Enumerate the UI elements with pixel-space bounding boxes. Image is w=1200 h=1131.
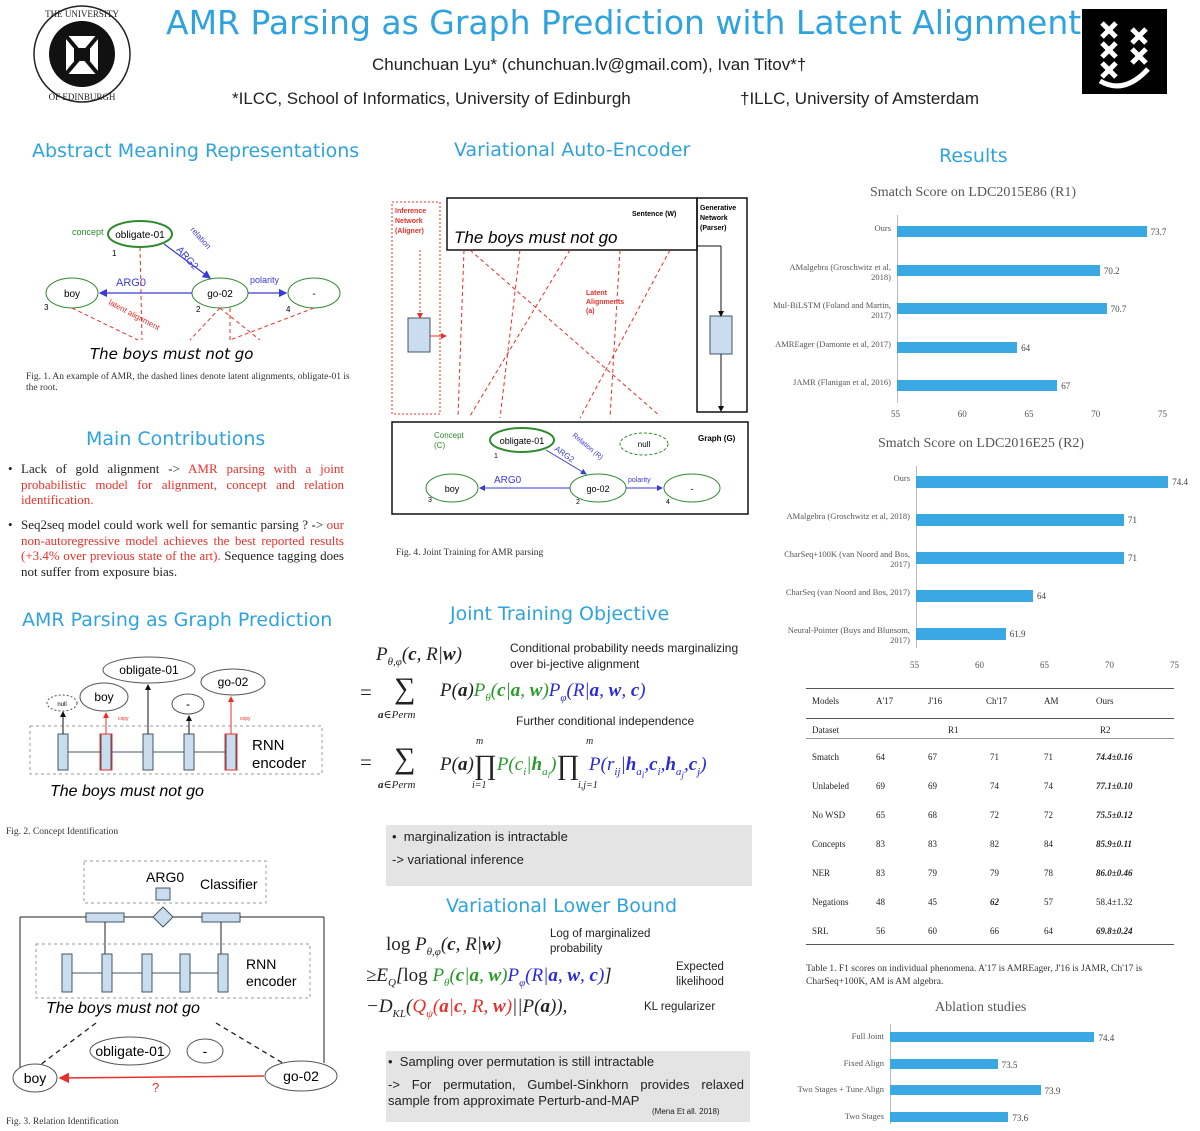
table-cell: 69 xyxy=(876,781,885,791)
amr-sentence: The boys must not go xyxy=(90,345,254,363)
table-cell: 72 xyxy=(1044,810,1053,820)
node-go: go-02 xyxy=(207,289,233,300)
svg-text:The boys must not go: The boys must not go xyxy=(454,228,618,247)
bar-value: 73.6 xyxy=(1012,1112,1029,1123)
chart2-bars xyxy=(770,466,1190,676)
svg-text:1: 1 xyxy=(494,453,498,460)
bar-value: 64 xyxy=(1021,342,1031,353)
x-tick-label: 65 xyxy=(1040,660,1049,670)
fig4-caption: Fig. 4. Joint Training for AMR parsing xyxy=(396,548,544,558)
chart1-bars xyxy=(770,215,1170,425)
table-cell: 77.1±0.10 xyxy=(1096,781,1133,791)
bar xyxy=(897,342,1017,353)
svg-text:boy: boy xyxy=(444,484,460,494)
svg-text:4: 4 xyxy=(666,499,670,506)
bar-label: AMalgebra (Groschwitz et al, 2018) xyxy=(789,261,891,282)
table-cell: 75.5±0.12 xyxy=(1096,810,1133,820)
table-cell: 62 xyxy=(990,897,999,907)
svg-text:relation: relation xyxy=(188,225,213,251)
svg-text:2: 2 xyxy=(196,305,201,314)
bar-label: Fixed Align xyxy=(843,1057,884,1068)
svg-text:Latent: Latent xyxy=(586,290,607,297)
x-tick-label: 55 xyxy=(910,660,919,670)
bar-label: Full Joint xyxy=(851,1031,884,1041)
bar xyxy=(890,1059,998,1069)
table-cell: 58.4±1.32 xyxy=(1096,897,1133,907)
chart1-title: Smatch Score on LDC2015E86 (R1) xyxy=(870,185,1077,200)
svg-text:Network: Network xyxy=(395,218,423,225)
vae-title: Variational Auto-Encoder xyxy=(454,139,691,161)
bar xyxy=(897,265,1100,276)
bar-label: Ours xyxy=(893,473,910,483)
bar-value: 70.2 xyxy=(1103,265,1120,276)
bar-label: Neural-Pointer (Buys and Blunsom, 2017) xyxy=(787,625,910,645)
svg-text:polarity: polarity xyxy=(250,275,280,285)
bar-label: AMREager (Damonte et al, 2017) xyxy=(775,338,891,349)
bar-value: 71 xyxy=(1128,553,1137,563)
bar-label: Ours xyxy=(874,223,891,233)
svg-text:Network: Network xyxy=(700,215,728,222)
svg-text:copy: copy xyxy=(118,716,129,722)
bar-label: Mul-BiLSTM (Foland and Martin, 2017) xyxy=(772,300,891,320)
svg-text:(Aligner): (Aligner) xyxy=(395,228,424,235)
authors: Chunchuan Lyu* (chunchuan.lv@gmail.com), Ivan Titov*† xyxy=(372,55,807,74)
svg-text:latent alignment: latent alignment xyxy=(107,297,162,333)
joint-objective-title: Joint Training Objective xyxy=(450,603,670,625)
table-cell: 56 xyxy=(876,926,885,936)
svg-text:boy: boy xyxy=(23,1070,47,1086)
svg-text:ARG2: ARG2 xyxy=(552,444,576,465)
table-cell: 69 xyxy=(928,781,937,791)
svg-text:3: 3 xyxy=(44,303,49,312)
bar-value: 61.9 xyxy=(1009,629,1026,639)
bar-value: 74.4 xyxy=(1172,477,1188,487)
svg-text:(C): (C) xyxy=(434,441,446,450)
x-tick-label: 60 xyxy=(975,660,984,670)
table-cell: 74 xyxy=(990,781,999,791)
x-tick-label: 75 xyxy=(1170,660,1179,670)
ablation-title: Ablation studies xyxy=(935,1000,1027,1015)
svg-text:encoder: encoder xyxy=(252,755,307,772)
table-cell: Unlabeled xyxy=(812,781,849,791)
svg-text:obligate-01: obligate-01 xyxy=(119,663,179,677)
graph-prediction-title: AMR Parsing as Graph Prediction xyxy=(22,609,333,631)
svg-text:(a): (a) xyxy=(586,308,595,315)
bar-label: CharSeq+100K (van Noord and Bos, 2017) xyxy=(784,549,910,569)
svg-text:ARG2: ARG2 xyxy=(173,244,201,273)
svg-text:1: 1 xyxy=(112,249,117,258)
table-cell: 84 xyxy=(1044,839,1053,849)
marginalization-box: • marginalization is intractable -> variational inference xyxy=(386,825,752,886)
x-tick-label: 70 xyxy=(1105,660,1114,670)
bar-label: Two Stages + Tune Align xyxy=(797,1084,884,1094)
svg-text:null: null xyxy=(57,702,67,708)
svg-text:The boys must not go: The boys must not go xyxy=(46,1000,200,1017)
table-cell: 83 xyxy=(876,868,885,878)
fig3-caption: Fig. 3. Relation Identification xyxy=(6,1117,119,1127)
bar-label: Two Stages xyxy=(844,1110,884,1121)
x-tick-label: 60 xyxy=(957,409,967,419)
table-cell: 57 xyxy=(1044,897,1053,907)
svg-text:Inference: Inference xyxy=(395,208,427,215)
svg-text:Concept: Concept xyxy=(434,431,464,440)
svg-text:RNN: RNN xyxy=(246,956,277,972)
svg-text:obligate-01: obligate-01 xyxy=(499,436,545,446)
svg-text:3: 3 xyxy=(428,497,432,504)
svg-text:go-02: go-02 xyxy=(283,1068,319,1084)
bar-value: 67 xyxy=(1061,381,1071,391)
edinburgh-logo xyxy=(22,2,142,110)
table-cell: 72 xyxy=(990,810,999,820)
bar xyxy=(916,514,1124,526)
bar-value: 71 xyxy=(1128,515,1137,525)
svg-text:OF EDINBURGH: OF EDINBURGH xyxy=(48,92,116,102)
bar-value: 70.7 xyxy=(1110,304,1127,314)
svg-text:(Parser): (Parser) xyxy=(700,225,727,232)
table-cell: 86.0±0.46 xyxy=(1096,868,1133,878)
bar xyxy=(916,476,1168,488)
bar-label: AMalgebra (Groschwitz et al, 2018) xyxy=(786,511,910,521)
sampling-box: • Sampling over permutation is still intractable -> For permutation, Gumbel-Sinkhorn provides relaxed sample from approximate Perturb-and-MAP (Mena Et all. 2018) xyxy=(386,1051,750,1122)
table-cell: 82 xyxy=(990,839,999,849)
table-cell: 74.4±0.16 xyxy=(1096,752,1133,762)
svg-text:ARG0: ARG0 xyxy=(116,277,146,289)
bar xyxy=(890,1085,1041,1095)
bar-label: CharSeq (van Noord and Bos, 2017) xyxy=(785,587,910,597)
svg-text:-: - xyxy=(202,1043,208,1059)
svg-text:?: ? xyxy=(152,1080,160,1095)
node-boy: boy xyxy=(63,289,81,300)
svg-text:ARG0: ARG0 xyxy=(494,475,522,486)
svg-text:2: 2 xyxy=(576,499,580,506)
concept-label: concept xyxy=(72,227,104,237)
svg-text:4: 4 xyxy=(286,305,291,314)
table-cell: 71 xyxy=(990,752,999,762)
table-cell: 48 xyxy=(876,897,885,907)
table-cell: 68 xyxy=(928,810,937,820)
bar-value: 74.4 xyxy=(1098,1033,1115,1043)
table-cell: 83 xyxy=(928,839,937,849)
svg-text:null: null xyxy=(637,440,651,449)
svg-text:Classifier: Classifier xyxy=(200,876,258,892)
bar-value: 73.9 xyxy=(1044,1086,1061,1096)
bar xyxy=(897,380,1057,391)
table-cell: NER xyxy=(812,868,830,878)
vlb-title: Variational Lower Bound xyxy=(446,895,678,917)
table-cell: 45 xyxy=(928,897,937,907)
table-cell: 65 xyxy=(876,810,885,820)
table-cell: 71 xyxy=(1044,752,1053,762)
joint-objective-equations: $P_{\theta,\varphi}(c$, R|w) = ∑ a∈Perm $P(a)P_\theta(c|a$, $w)P_\varphi(R|a$, w, c) = ∑ a∈Perm $P(a)\prod P(c_i|h_{a_i})\prod$ $P(r_{ij}|h_{a_i},c_i,h_{a_j},c_j)$ m i=1 m i,j=1 xyxy=(360,644,707,791)
x-tick-label: 75 xyxy=(1158,409,1167,419)
vae-figure xyxy=(390,196,752,518)
bar xyxy=(916,590,1033,602)
table-cell: 83 xyxy=(876,839,885,849)
contribution-item-2: • Seq2seq model could work well for semantic parsing ? -> our non-autoregressive model achieves the best reported results (+3.4% over previous state of the art). Sequence tagging does not suffer from exposure bias. xyxy=(8,517,344,579)
contributions-title: Main Contributions xyxy=(86,428,266,450)
contribution-item-1: • Lack of gold alignment -> AMR parsing with a joint probabilistic model for alignment, concept and relation identification. xyxy=(8,461,344,507)
table-cell: 67 xyxy=(928,752,937,762)
chart2-title: Smatch Score on LDC2016E25 (R2) xyxy=(878,436,1085,451)
bar-value: 73.5 xyxy=(1001,1059,1018,1070)
bar-value: 73.7 xyxy=(1150,227,1167,237)
svg-text:THE UNIVERSITY: THE UNIVERSITY xyxy=(45,9,119,19)
table-cell: 74 xyxy=(1044,781,1053,791)
node-obligate: obligate-01 xyxy=(115,230,165,241)
svg-text:Relation (R): Relation (R) xyxy=(570,432,604,462)
table-cell: 64 xyxy=(1044,926,1053,936)
table-cell: 66 xyxy=(990,926,999,936)
svg-text:copy: copy xyxy=(240,716,251,722)
poster-title: AMR Parsing as Graph Prediction with Latent Alignment xyxy=(166,3,1082,42)
bar xyxy=(897,226,1147,237)
table-cell: Negations xyxy=(812,897,849,907)
svg-text:-: - xyxy=(690,484,694,494)
bar xyxy=(916,628,1006,640)
bar xyxy=(890,1112,1008,1122)
table-cell: 64 xyxy=(876,752,885,762)
x-tick-label: 70 xyxy=(1091,409,1101,419)
svg-text:go-02: go-02 xyxy=(217,675,249,689)
amr-section-title: Abstract Meaning Representations xyxy=(32,140,360,162)
vlb-note-log: Log of marginalized probability xyxy=(550,928,651,955)
node-negation: - xyxy=(312,289,316,300)
table-cell: Concepts xyxy=(812,839,846,849)
bar-label: JAMR (Flanigan et al, 2016) xyxy=(793,377,891,387)
table-cell: 78 xyxy=(1044,868,1053,878)
svg-text:boy: boy xyxy=(94,690,114,704)
fig2-caption: Fig. 2. Concept Identification xyxy=(6,827,119,837)
bar xyxy=(897,303,1107,314)
joint-note-independence: Further conditional independence xyxy=(516,714,695,728)
svg-text:ARG0: ARG0 xyxy=(146,869,185,885)
table-cell: Smatch xyxy=(812,752,839,762)
svg-text:Generative: Generative xyxy=(700,205,737,212)
results-title: Results xyxy=(939,145,1008,167)
results-table: Models A'17 J'16 Ch'17 AM Ours Dataset R1 R2 Smatch 64 67 71 71 74.4±0.16 Unlabeled 69 69 74 74 77.1±0.10 No WSD 65 68 72 72 75.5±0.12 Concepts 83 83 82 84 85.9±0.11 NER 83 79 79 78 86.0±0.46 Negations 48 45 62 57 58.4±1.32 SRL 56 60 66 64 69.8±0.24 xyxy=(806,688,1174,948)
table-cell: 69.8±0.24 xyxy=(1096,926,1133,936)
bar-value: 64 xyxy=(1037,591,1046,601)
table-cell: SRL xyxy=(812,926,829,936)
svg-text:-: - xyxy=(186,697,190,711)
vlb-note-kl: KL regularizer xyxy=(644,1001,716,1013)
svg-text:Sentence (W): Sentence (W) xyxy=(632,211,677,218)
table-cell: 60 xyxy=(928,926,937,936)
amr-example-figure xyxy=(30,200,350,370)
svg-text:polarity: polarity xyxy=(628,477,651,484)
table1-caption: Table 1. F1 scores on individual phenomena. A'17 is AMREager, J'16 is JAMR, Ch'17 is CharSeq+100K, AM is AM algebra. xyxy=(806,964,1143,987)
vlb-equations: $\log P_{\theta,\varphi}(c$, R|w) $\ge E_Q[\log$ $P_\theta(c|a$, $w)P_\varphi(R|a$, w, c)] $-D_{KL}(Q_\psi(a|c$, R, w)||P(a)), xyxy=(366,934,612,1020)
affiliation-edinburgh: *ILCC, School of Informatics, University of Edinburgh xyxy=(232,89,631,108)
table-cell: No WSD xyxy=(812,810,846,820)
table-cell: 79 xyxy=(990,868,999,878)
relation-identification-figure xyxy=(6,858,361,1098)
concept-identification-figure xyxy=(26,656,356,806)
svg-text:go-02: go-02 xyxy=(586,484,610,494)
bar xyxy=(916,552,1124,564)
vlb-note-expected: Expected likelihood xyxy=(676,961,724,988)
svg-text:RNN: RNN xyxy=(252,737,285,754)
svg-text:Graph (G): Graph (G) xyxy=(698,434,736,443)
fig1-caption: Fig. 1. An example of AMR, the dashed lines denote latent alignments, obligate-01 is the root. xyxy=(26,372,350,393)
joint-note-marginalizing: Conditional probability needs marginalizing over bi-jective alignment xyxy=(510,641,739,671)
ablation-bars xyxy=(770,1024,1170,1129)
svg-text:encoder: encoder xyxy=(246,973,297,989)
table-cell: 79 xyxy=(928,868,937,878)
svg-text:Alignments: Alignments xyxy=(586,299,625,306)
bar xyxy=(890,1032,1094,1042)
table-cell: 85.9±0.11 xyxy=(1096,839,1132,849)
x-tick-label: 65 xyxy=(1024,409,1034,419)
amsterdam-logo xyxy=(1082,9,1167,94)
svg-text:obligate-01: obligate-01 xyxy=(95,1043,165,1059)
svg-text:The boys must not go: The boys must not go xyxy=(50,783,204,800)
x-tick-label: 55 xyxy=(891,409,900,419)
affiliation-amsterdam: †ILLC, University of Amsterdam xyxy=(740,89,980,108)
